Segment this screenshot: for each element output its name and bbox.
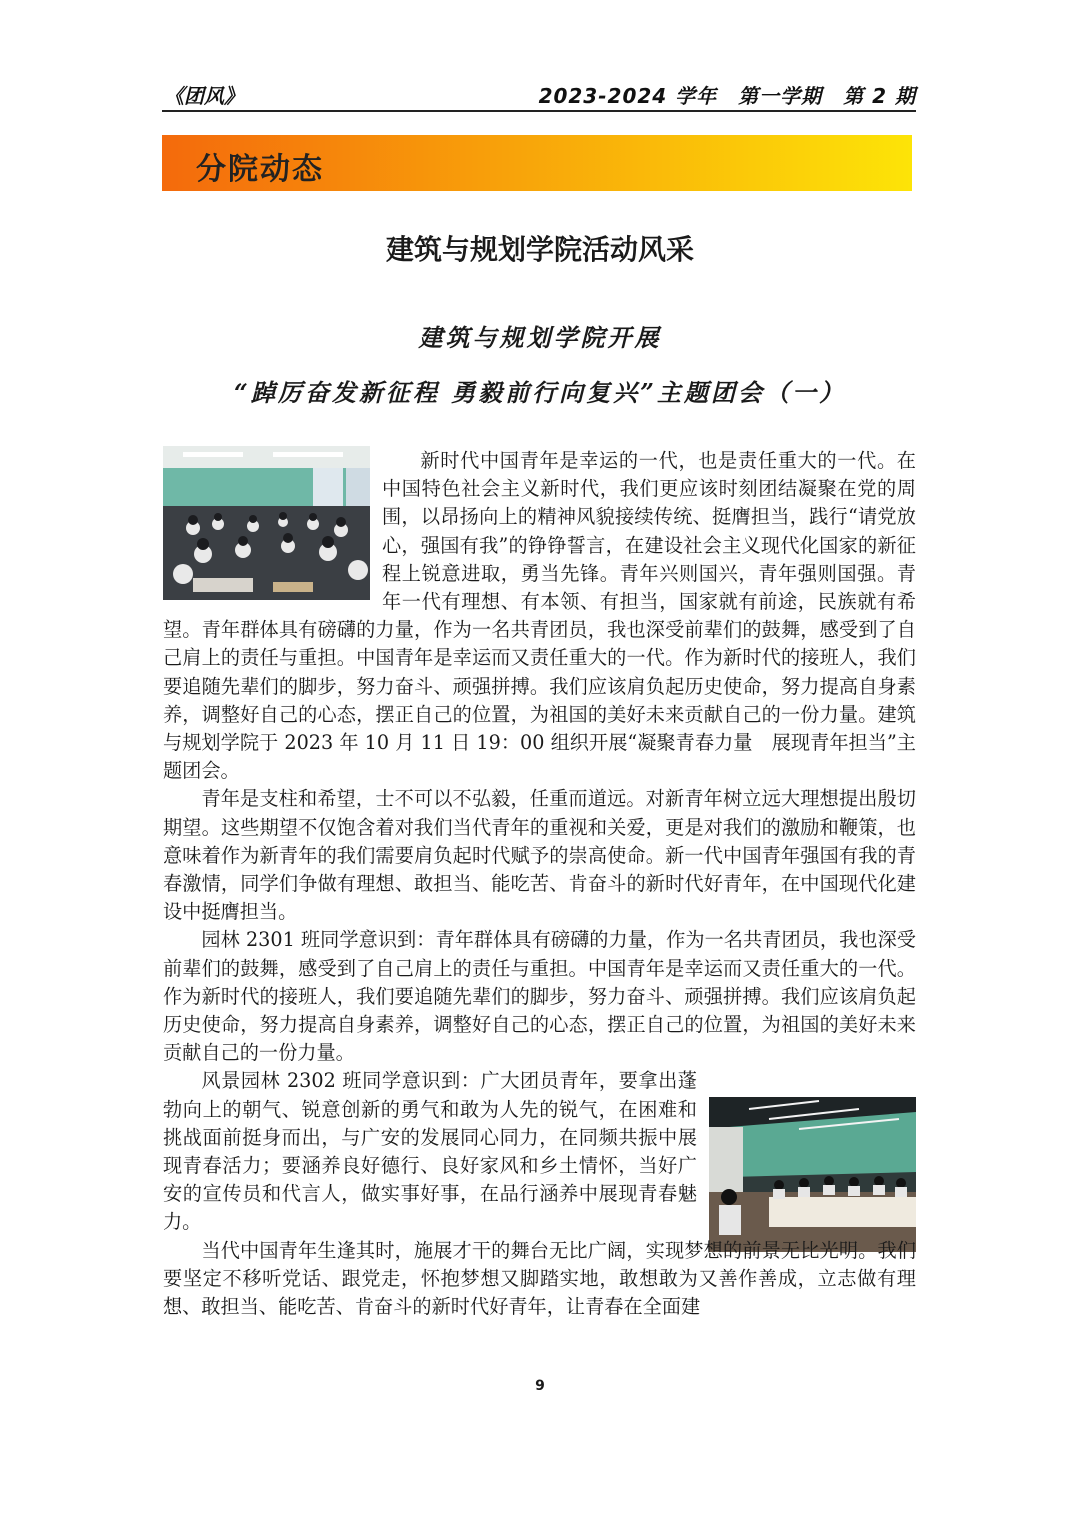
section-banner (162, 135, 912, 191)
article-body (163, 447, 916, 1321)
article-subtitle-line2: “踔厉奋发新征程 勇毅前行向复兴”主题团会（一） (234, 378, 846, 407)
paragraph-5: 当代中国青年生逢其时，施展才干的舞台无比广阔，实现梦想的前景无比光明。我们要坚定不移听党话、跟党走，怀抱梦想又脚踏实地，敢想敢为又善作善成，立志做有理想、敢担当、能吃苦、肯奋斗的新时代好青年，让青春在全面建 (163, 1238, 916, 1319)
section-title: 分院动态 (196, 152, 324, 187)
article-title: 建筑与规划学院活动风采 (385, 233, 694, 266)
paragraph-3: 园林 2301 班同学意识到：青年群体具有磅礴的力量，作为一名共青团员，我也深受前辈们的鼓舞，感受到了自己肩上的责任与重担。中国青年是幸运而又责任重大的一代。作为新时代的接班人，我们要追随先辈们的脚步，努力奋斗、顽强拼搏。我们应该肩负起历史使命，努力提高自身素养，调整好自己的心态，摆正自己的位置，为祖国的美好未来贡献自己的一份力量。 (163, 928, 916, 1065)
page-number: 9 (535, 1378, 545, 1394)
article-subtitle-line1: 建筑与规划学院开展 (418, 323, 662, 352)
paragraph-1: 新时代中国青年是幸运的一代，也是责任重大的一代。在中国特色社会主义新时代，我们更应该时刻团结凝聚在党的周围，以昂扬向上的精神风貌接续传统、挺膺担当，践行“请党放心，强国有我”的铮铮誓言，在建设社会主义现代化国家的新征程上锐意进取，勇当先锋。青年兴则国兴，青年强则国强。青年一代有理想、有本领、有担当，国家就有前途，民族就有希望。青年群体具有磅礴的力量，作为一名共青团员，我也深受前辈们的鼓舞，感受到了自己肩上的责任与重担。中国青年是幸运而又责任重大的一代。作为新时代的接班人，我们要追随先辈们的脚步，努力奋斗、顽强拼搏。我们应该肩负起历史使命，努力提高自身素养，调整好自己的心态，摆正自己的位置，为祖国的美好未来贡献自己的一份力量。建筑与规划学院于 2023 年 10 月 11 日 19：00 组织开展“凝聚青春力量 展现青年担当”主题团会。 (163, 449, 916, 783)
header-divider (162, 110, 916, 112)
photo-2-spacer (709, 1070, 916, 1225)
paragraph-4: 风景园林 2302 班同学意识到：广大团员青年，要拿出蓬勃向上的朝气、锐意创新的勇气和敢为人先的锐气，在困难和挑战面前挺身而出，与广安的发展同心同力，在同频共振中展现青春活力；要涵养良好德行、良好家风和乡土情怀，当好广安的宣传员和代言人，做实事好事，在品行涵养中展现青春魅力。 (163, 1069, 697, 1234)
publication-name: 《团风》 (164, 84, 244, 108)
paragraph-2: 青年是支柱和希望，士不可以不弘毅，任重而道远。对新青年树立远大理想提出殷切期望。这些期望不仅饱含着对我们当代青年的重视和关爱，更是对我们的激励和鞭策，也意味着作为新青年的我们需要肩负起时代赋予的崇高使命。新一代中国青年强国有我的青春激情，同学们争做有理想、敢担当、能吃苦、肯奋斗的新时代好青年，在中国现代化建设中挺膺担当。 (163, 787, 916, 924)
photo-1-spacer (163, 447, 370, 601)
issue-info: 2023-2024 学年 第一学期 第 2 期 (538, 84, 916, 108)
